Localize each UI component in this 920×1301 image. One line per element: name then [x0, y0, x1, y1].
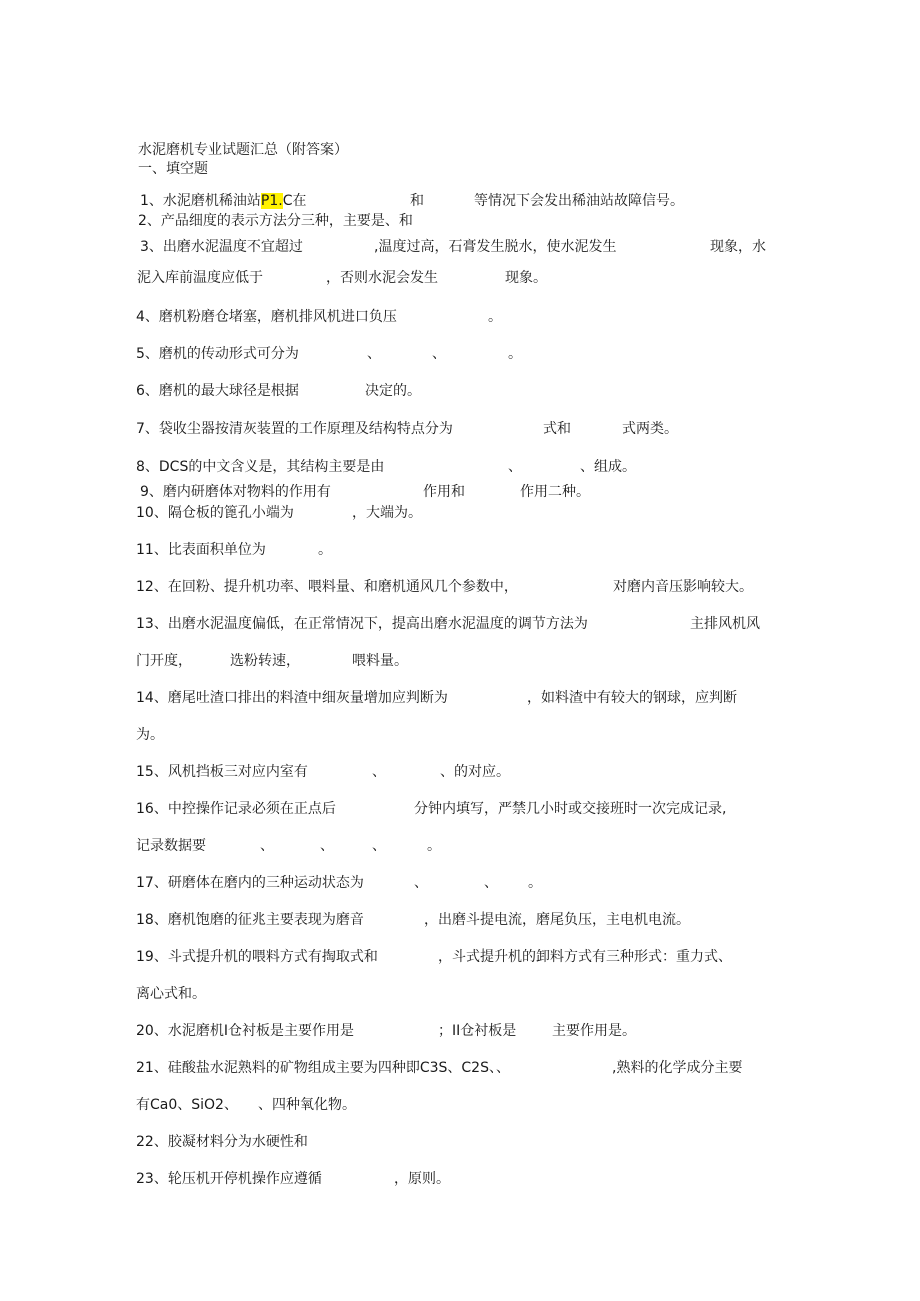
question-7-b: 式和 — [543, 421, 571, 437]
question-18-b: ，出磨斗提电流，磨尾负压，主电机电流。 — [424, 912, 690, 928]
question-9: 9、磨内研磨体对物料的作用有 — [140, 484, 331, 500]
question-15-c: 、的对应。 — [440, 764, 510, 780]
question-10: 10、隔仓板的篦孔小端为 — [136, 505, 294, 521]
question-9-c: 作用二种。 — [520, 484, 590, 500]
question-6: 6、磨机的最大球径是根据 — [136, 383, 299, 399]
question-16-line-2-d: 、 — [372, 838, 386, 854]
question-11: 11、比表面积单位为 — [136, 542, 266, 558]
question-21-line-1-b: ,熟料的化学成分主要 — [612, 1060, 743, 1076]
question-11-b: 。 — [318, 542, 332, 558]
question-23: 23、轮压机开停机操作应遵循 — [136, 1171, 322, 1187]
question-20: 20、水泥磨机I仓衬板是主要作用是 — [136, 1023, 354, 1039]
question-6-b: 决定的。 — [365, 383, 421, 399]
question-7: 7、袋收尘器按清灰装置的工作原理及结构特点分为 — [136, 421, 453, 437]
question-10-b: ，大端为。 — [352, 505, 422, 521]
question-19-line-2: 离心式和。 — [136, 986, 206, 1002]
question-17-b: 、 — [414, 875, 428, 891]
question-2: 2、产品细度的表示方法分三种，主要是、和 — [138, 213, 413, 229]
question-9-b: 作用和 — [423, 484, 465, 500]
question-1: 1、水泥磨机稀油站P1.C在 — [140, 193, 307, 209]
question-3-line-1-b: ,温度过高，石膏发生脱水，使水泥发生 — [374, 239, 617, 255]
question-15-b: 、 — [372, 764, 386, 780]
question-21-line-2-b: 、四种氧化物。 — [258, 1097, 356, 1113]
question-5-d: 。 — [508, 346, 522, 362]
question-5-c: 、 — [432, 346, 446, 362]
question-1-part-b: 和 — [410, 193, 424, 209]
question-3-line-2-b: ，否则水泥会发生 — [326, 270, 438, 286]
question-20-b: ；II仓衬板是 — [438, 1023, 517, 1039]
question-19-line-1-b: ，斗式提升机的卸料方式有三种形式：重力式、 — [438, 949, 732, 965]
question-3-line-1-c: 现象，水 — [710, 239, 766, 255]
question-3-line-1: 3、出磨水泥温度不宜超过 — [140, 239, 303, 255]
question-17-d: 。 — [528, 875, 542, 891]
question-8-b: 、 — [508, 459, 522, 475]
question-16-line-2-e: 。 — [427, 838, 441, 854]
question-8: 8、DCS的中文含义是，其结构主要是由 — [136, 459, 385, 475]
question-16-line-2-c: 、 — [320, 838, 334, 854]
question-13-line-2-c: 喂料量。 — [352, 653, 408, 669]
question-23-b: ，原则。 — [394, 1171, 450, 1187]
question-21-line-2: 有Ca0、SiO2、 — [136, 1097, 238, 1113]
question-14-line-2: 为。 — [136, 727, 164, 743]
question-3-line-2: 泥入库前温度应低于 — [137, 270, 263, 286]
question-3-line-2-c: 现象。 — [505, 270, 547, 286]
question-16-line-2-b: 、 — [260, 838, 274, 854]
question-14-line-1-b: ，如料渣中有较大的钢球，应判断 — [527, 690, 737, 706]
question-16-line-1: 16、中控操作记录必须在正点后 — [136, 801, 336, 817]
question-13-line-2-b: 选粉转速， — [230, 653, 300, 669]
question-7-c: 式两类。 — [622, 421, 678, 437]
question-5: 5、磨机的传动形式可分为 — [136, 346, 299, 362]
question-21-line-1: 21、硅酸盐水泥熟料的矿物组成主要为四种即C3S、C2S、、 — [136, 1060, 510, 1076]
question-22: 22、胶凝材料分为水硬性和 — [136, 1134, 308, 1150]
question-4: 4、磨机粉磨仓堵塞，磨机排风机进口负压 — [136, 309, 397, 325]
question-14-line-1: 14、磨尾吐渣口排出的料渣中细灰量增加应判断为 — [136, 690, 448, 706]
question-18: 18、磨机饱磨的征兆主要表现为磨音 — [136, 912, 364, 928]
question-13-line-1: 13、出磨水泥温度偏低，在正常情况下，提高出磨水泥温度的调节方法为 — [136, 616, 588, 632]
question-8-c: 、组成。 — [580, 459, 636, 475]
section-heading: 一、填空题 — [138, 161, 208, 177]
question-17: 17、研磨体在磨内的三种运动状态为 — [136, 875, 364, 891]
question-17-c: 、 — [484, 875, 498, 891]
question-13-line-1-b: 主排风机风 — [690, 616, 760, 632]
question-1-part-c: 等情况下会发出稀油站故障信号。 — [474, 193, 684, 209]
question-15: 15、风机挡板三对应内室有 — [136, 764, 308, 780]
highlighted-text: P1. — [260, 193, 283, 209]
question-12-b: 对磨内音压影响较大。 — [613, 579, 753, 595]
question-19-line-1: 19、斗式提升机的喂料方式有掏取式和 — [136, 949, 378, 965]
question-20-c: 主要作用是。 — [552, 1023, 636, 1039]
document-title: 水泥磨机专业试题汇总（附答案） — [138, 142, 348, 158]
question-5-b: 、 — [367, 346, 381, 362]
question-13-line-2: 门开度， — [136, 653, 192, 669]
question-16-line-1-b: 分钟内填写，严禁几小时或交接班时一次完成记录, — [414, 801, 727, 817]
question-4-b: 。 — [488, 309, 502, 325]
question-16-line-2: 记录数据要 — [136, 838, 206, 854]
question-12: 12、在回粉、提升机功率、喂料量、和磨机通风几个参数中， — [136, 579, 518, 595]
